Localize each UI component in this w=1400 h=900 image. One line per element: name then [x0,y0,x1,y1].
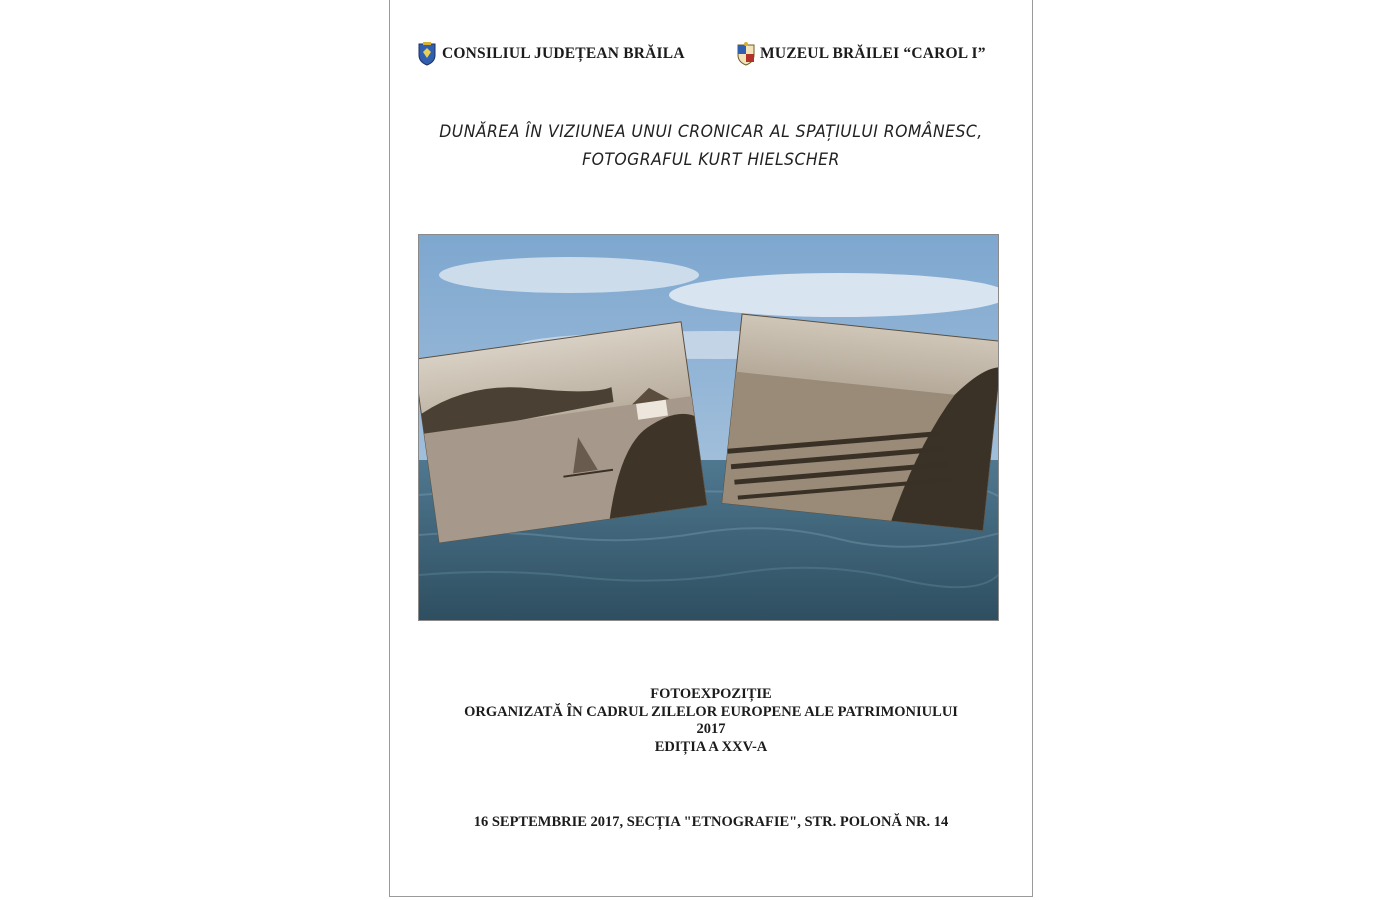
historic-photo-left [419,322,707,543]
county-crest-icon [418,42,436,66]
exhibition-title [416,118,1007,174]
info-line-1: FOTOEXPOZIȚIE [650,686,772,702]
cover-photo [418,234,999,621]
header-org-left [418,42,685,66]
title-line-1: DUNĂREA ÎN VIZIUNEA UNUI CRONICAR AL SPAȚIULUI ROMÂNESC, [439,122,983,142]
org-right-label: MUZEUL BRĂILEI “CAROL I” [760,45,986,62]
info-line-2: ORGANIZATĂ ÎN CADRUL ZILELOR EUROPENE ALE PATRIMONIULUI [464,703,958,720]
photo-collage [419,235,999,621]
museum-crest-icon [736,42,754,66]
event-date-location: 16 SEPTEMBRIE 2017, SECȚIA "ETNOGRAFIE", STR. POLONĂ NR. 14 [473,814,949,830]
info-line-4: EDIȚIA A XXV-A [654,738,768,755]
org-left-label: CONSILIUL JUDEȚEAN BRĂILA [442,45,685,62]
poster-page [389,0,1033,897]
info-line-3: 2017 [696,721,726,737]
header-org-right [736,42,986,66]
title-line-2: FOTOGRAFUL KURT HIELSCHER [582,150,840,170]
historic-photo-right [722,314,999,530]
exhibition-info [390,686,1032,756]
